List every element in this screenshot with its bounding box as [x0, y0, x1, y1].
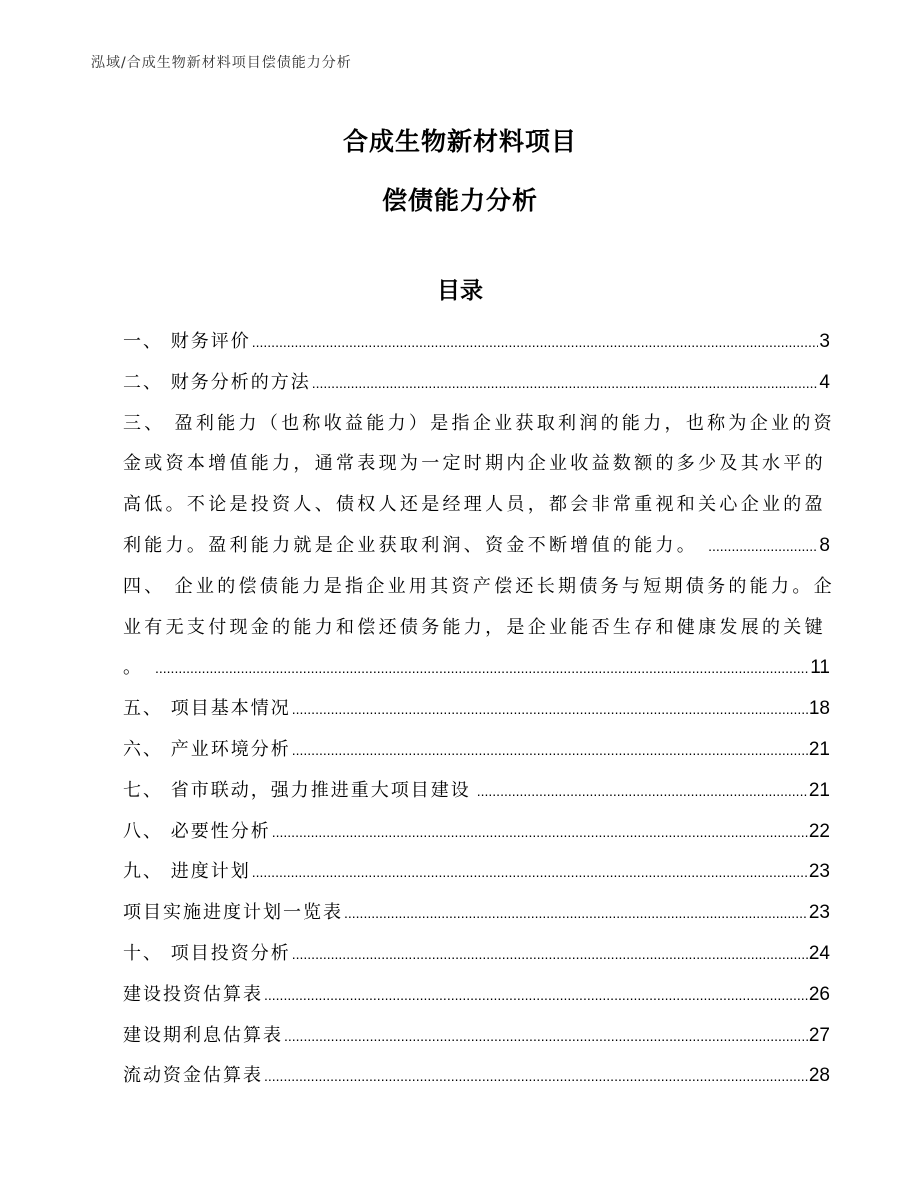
toc-page-number[interactable]: 18 [808, 698, 830, 720]
toc-entry-text[interactable]: 。 [123, 657, 143, 679]
dot-leader [284, 1016, 808, 1057]
toc-entry-text[interactable]: 利能力。盈利能力就是企业获取利润、资金不断增值的能力。 [123, 534, 699, 556]
toc-entry-text[interactable]: 项目实施进度计划一览表 [123, 902, 343, 924]
dot-leader [155, 648, 809, 689]
toc-entry[interactable] [123, 1056, 830, 1097]
toc-entry-text[interactable]: 八、 必要性分析 [123, 820, 271, 842]
toc-entry-text[interactable]: 七、 省市联动，强力推进重大项目建设 [123, 779, 471, 801]
toc-entry-text[interactable]: 十、 项目投资分析 [123, 942, 291, 964]
toc-page-number[interactable]: 22 [808, 820, 830, 842]
running-header: 泓域/合成生物新材料项目偿债能力分析 [91, 55, 352, 71]
toc-page-number[interactable]: 21 [808, 779, 830, 801]
toc-entry-text[interactable]: 六、 产业环境分析 [123, 738, 291, 760]
toc-page-number[interactable]: 11 [810, 657, 830, 679]
toc-entry[interactable] [123, 893, 830, 934]
toc-entry[interactable] [123, 404, 835, 567]
toc-entry-text[interactable]: 高低。不论是投资人、债权人还是经理人员，都会非常重视和关心企业的盈 [123, 494, 826, 516]
toc-entry-text[interactable]: 二、 财务分析的方法 [123, 371, 311, 393]
toc-entry[interactable] [123, 567, 835, 689]
toc-entry[interactable] [123, 771, 830, 812]
toc-entry[interactable] [123, 689, 830, 730]
dot-leader [252, 322, 819, 363]
toc-entry[interactable] [123, 934, 830, 975]
dot-leader [272, 812, 808, 853]
toc-entry[interactable] [123, 730, 830, 771]
table-of-contents [123, 322, 835, 1097]
toc-entry[interactable] [123, 363, 830, 404]
toc-page-number[interactable]: 4 [819, 371, 830, 393]
toc-entry-text[interactable]: 五、 项目基本情况 [123, 698, 291, 720]
toc-page-number[interactable]: 21 [808, 738, 830, 760]
toc-entry-text[interactable]: 三、 盈利能力（也称收益能力）是指企业获取利润的能力，也称为企业的资 [123, 412, 835, 434]
toc-entry-text[interactable]: 业有无支付现金的能力和偿还债务能力，是企业能否生存和健康发展的关键 [123, 616, 826, 638]
toc-page-number[interactable]: 28 [808, 1065, 830, 1087]
toc-page-number[interactable]: 8 [819, 534, 830, 556]
toc-entry-text[interactable]: 金或资本增值能力，通常表现为一定时期内企业收益数额的多少及其水平的 [123, 453, 826, 475]
dot-leader [264, 975, 808, 1016]
dot-leader [292, 934, 808, 975]
dot-leader [708, 526, 818, 567]
toc-entry[interactable] [123, 852, 830, 893]
dot-leader [252, 852, 808, 893]
toc-entry-text[interactable]: 建设投资估算表 [123, 983, 263, 1005]
toc-entry[interactable] [123, 975, 830, 1016]
document-subtitle: 偿债能力分析 [381, 186, 538, 215]
toc-page-number[interactable]: 3 [819, 331, 830, 352]
document-title: 合成生物新材料项目 [342, 127, 577, 156]
dot-leader [264, 1056, 808, 1097]
toc-entry[interactable] [123, 322, 830, 363]
dot-leader [312, 363, 819, 404]
dot-leader [292, 730, 808, 771]
toc-page-number[interactable]: 24 [808, 942, 830, 964]
dot-leader [292, 689, 808, 730]
toc-page-number[interactable]: 26 [808, 983, 830, 1005]
toc-entry-text[interactable]: 建设期利息估算表 [123, 1024, 283, 1046]
toc-page-number[interactable]: 27 [808, 1024, 830, 1046]
toc-page-number[interactable]: 23 [808, 861, 830, 883]
toc-page-number[interactable]: 23 [808, 902, 830, 924]
toc-entry[interactable] [123, 812, 830, 853]
dot-leader [344, 893, 808, 934]
toc-entry-text[interactable]: 四、 企业的偿债能力是指企业用其资产偿还长期债务与短期债务的能力。企 [123, 575, 835, 597]
toc-entry-text[interactable]: 一、 财务评价 [123, 331, 251, 352]
toc-entry-text[interactable]: 九、 进度计划 [123, 861, 251, 883]
toc-heading: 目录 [437, 278, 483, 304]
dot-leader [477, 771, 808, 812]
toc-entry[interactable] [123, 1016, 830, 1057]
toc-entry-text[interactable]: 流动资金估算表 [123, 1065, 263, 1087]
